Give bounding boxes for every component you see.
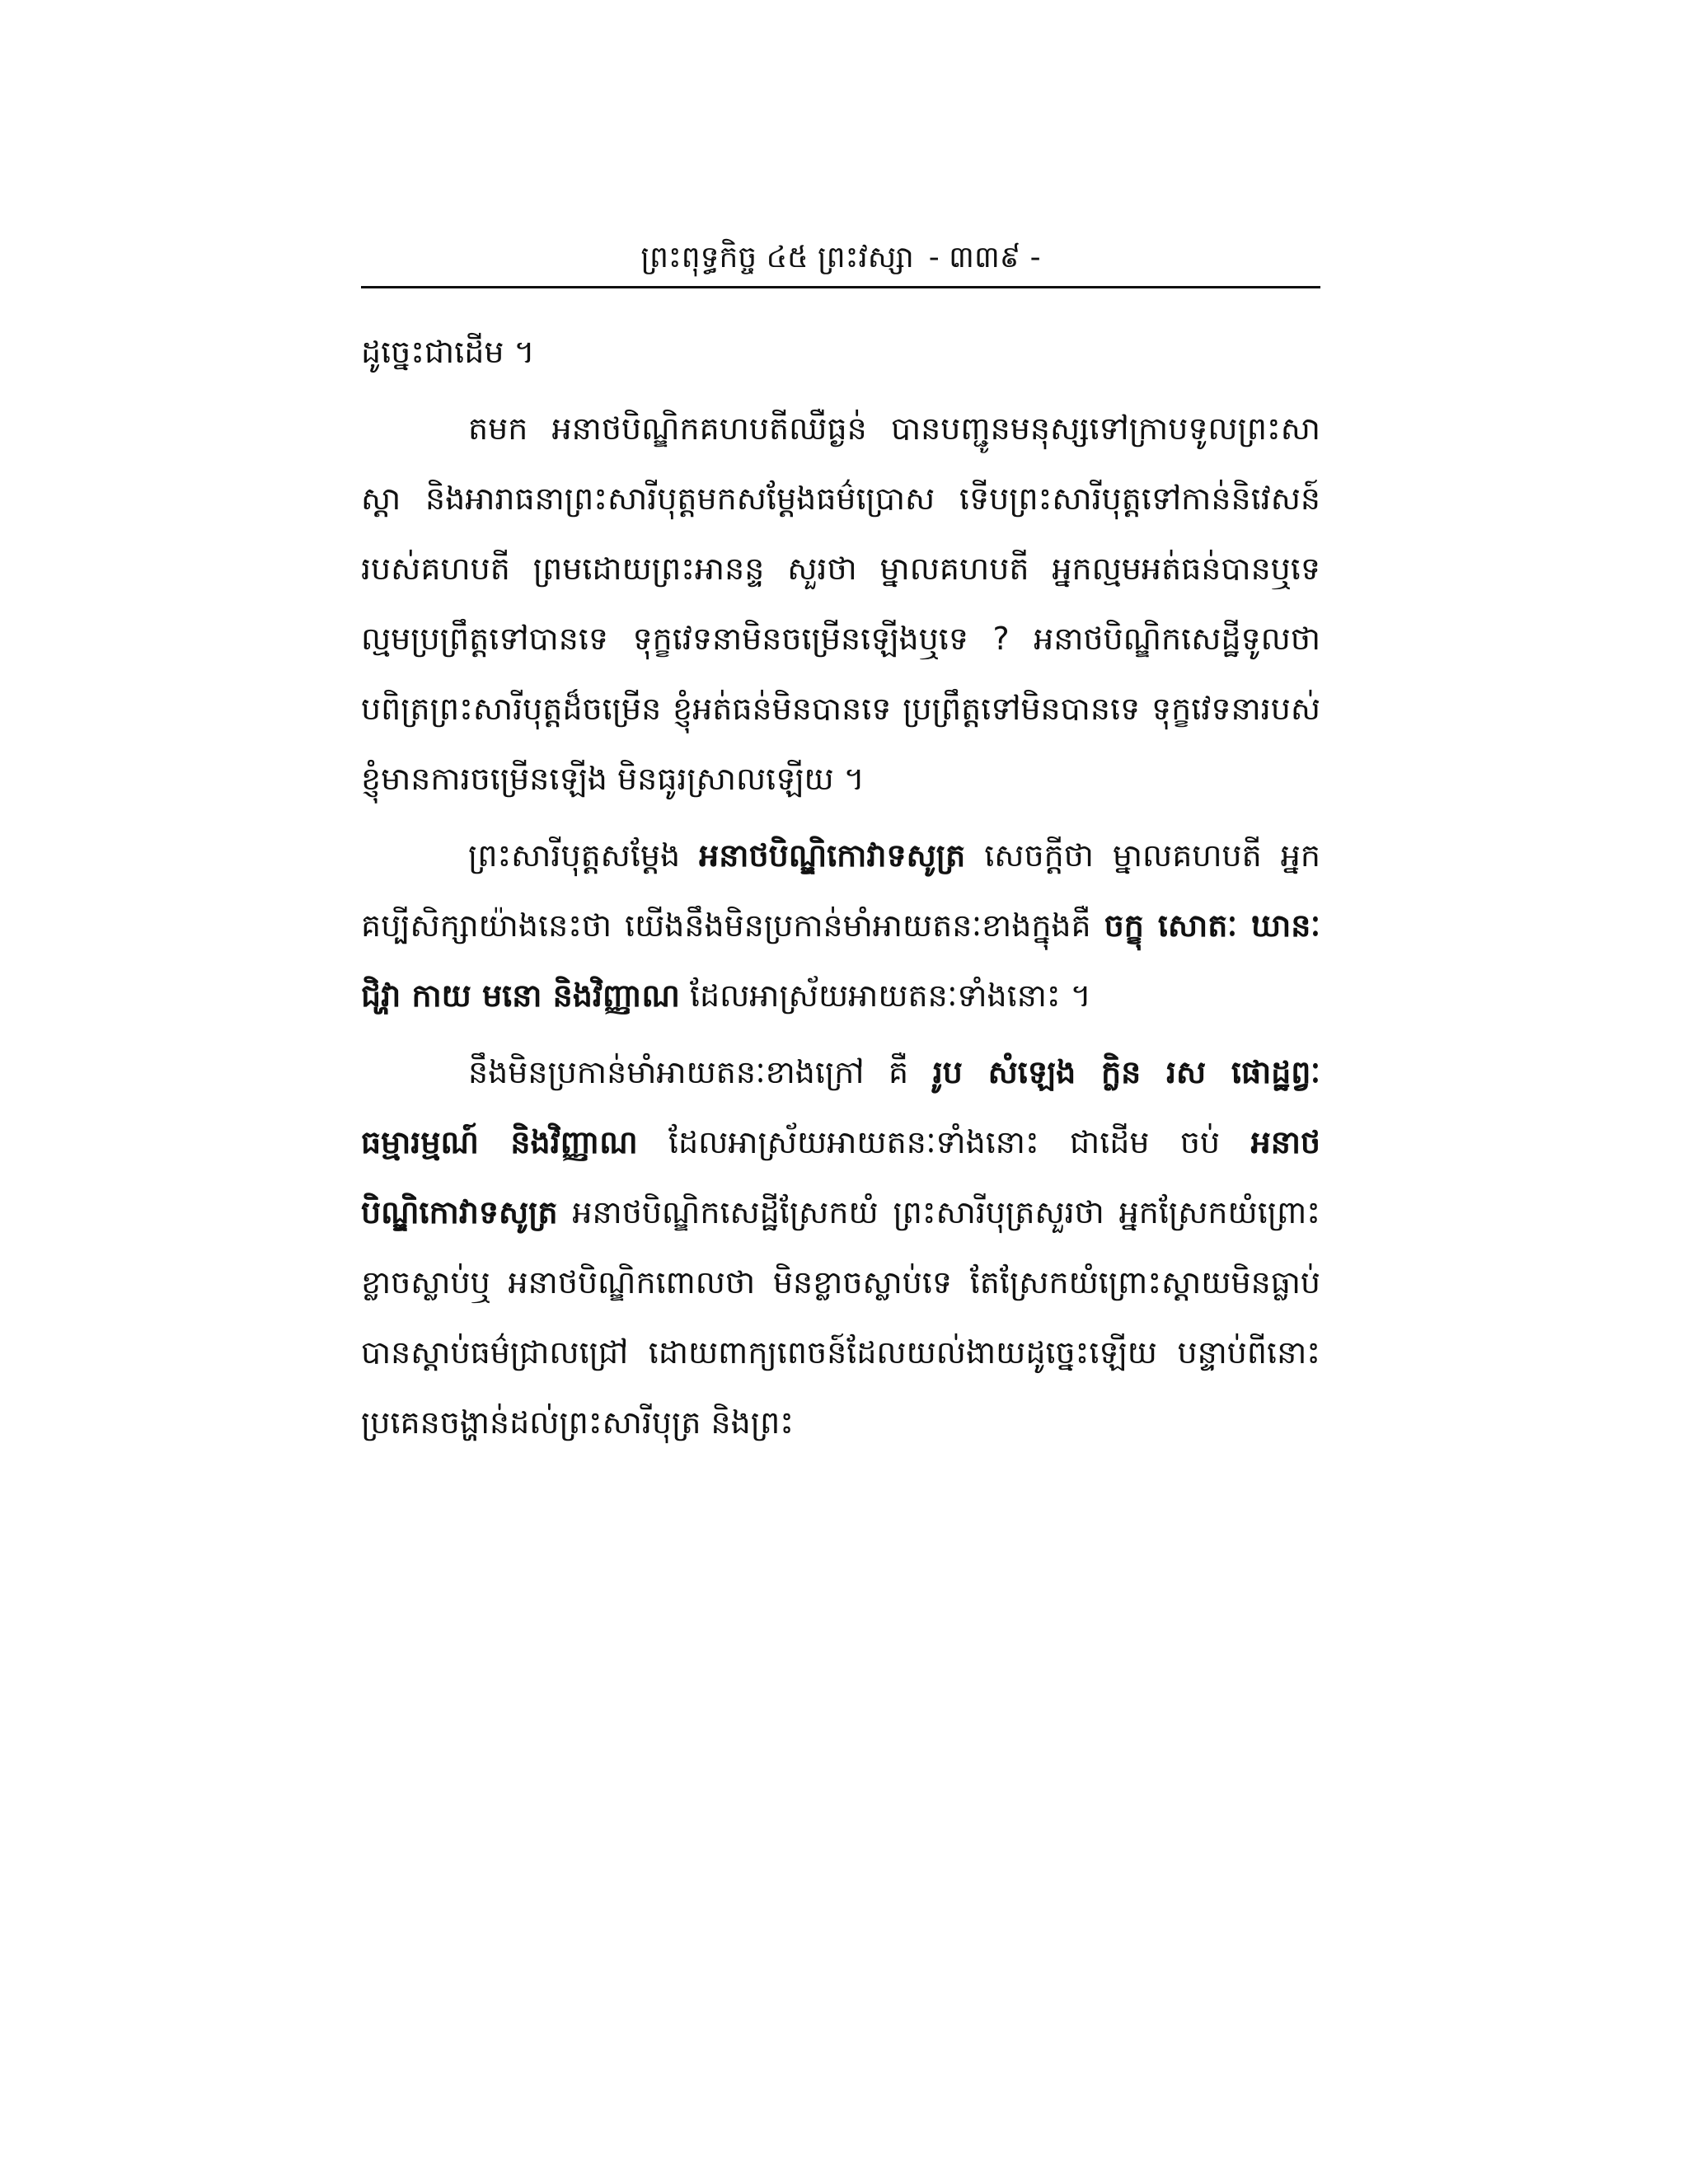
paragraph-3-text: ព្រះសារីបុត្តសម្តែង xyxy=(468,837,700,874)
paragraph-2 xyxy=(361,394,1320,814)
paragraph-4 xyxy=(361,1038,1320,1458)
paragraph-1 xyxy=(361,317,1320,387)
paragraph-4-text: ដែលអាស្រ័យអាយតនៈទាំងនោះ ជាដើម ចប់ xyxy=(637,1124,1251,1160)
body-text xyxy=(361,317,1320,1458)
paragraph-2-text: តមក អនាថបិណ្ឌិកគហបតីឈឺធ្ងន់ បានបញ្ជូនមនុស្សទៅក្រាបទូលព្រះសាស្តា និងអារាធនាព្រះសារីបុត្តមកសម្តែងធម៌ប្រោស ទើបព្រះសារីបុត្តទៅកាន់និវេសន៍របស់គហបតី ព្រមដោយព្រះអានន្ទ សួរថា ម្នាលគហបតី អ្នកល្មមអត់ធន់បានឬទេ ល្មមប្រព្រឹត្តទៅបានទេ ទុក្ខវេទនាមិនចម្រើនឡើងឬទេ ? អនាថបិណ្ឌិកសេដ្ឋីទូលថា បពិត្រព្រះសារីបុត្តដ៏ចម្រើន ខ្ញុំអត់ធន់មិនបានទេ ប្រព្រឹត្តទៅមិនបានទេ ទុក្ខវេទនារបស់ខ្ញុំមានការចម្រើនឡើង មិនធូរស្រាលឡើយ ។ xyxy=(361,410,1320,797)
paragraph-3 xyxy=(361,821,1320,1031)
paragraph-3-text: ដែលអាស្រ័យអាយតនៈទាំងនោះ ។ xyxy=(679,977,1091,1014)
external-sense-bases-bold: រូប សំឡេង ក្លិន រស ផោដ្ឋព្វៈ ធម្មារម្មណ៍ និងវិញ្ញាណ xyxy=(361,1054,1320,1160)
sutta-title-bold: អនាថបិណ្ឌិកោវាទសូត្រ xyxy=(699,837,966,874)
running-header xyxy=(361,237,1320,279)
header-rule xyxy=(361,286,1320,288)
book-title: ព្រះពុទ្ធកិច្ច ៤៥ ព្រះវស្សា xyxy=(640,241,914,274)
page-number: - ៣៣៩ - xyxy=(928,241,1041,274)
internal-sense-bases-bold: ចក្ខុ សោតៈ ឃានៈ ជិវ្ហា កាយ មនោ និងវិញ្ញាណ xyxy=(361,907,1320,1014)
paragraph-4-text: អនាថបិណ្ឌិកសេដ្ឋីស្រែកយំ ព្រះសារីបុត្រសួរថា អ្នកស្រែកយំព្រោះខ្លាចស្លាប់ឬ អនាថបិណ្ឌិកពោលថា មិនខ្លាចស្លាប់ទេ តែស្រែកយំព្រោះស្តាយមិនធ្លាប់បានស្តាប់ធម៌ជ្រាលជ្រៅ ដោយពាក្យពេចន៍ដែលយល់ងាយដូច្នេះឡើយ បន្ទាប់ពីនោះ ប្រគេនចង្ហាន់ដល់ព្រះសារីបុត្រ និងព្រះ xyxy=(361,1194,1320,1441)
paragraph-3-text: សេចក្តីថា ម្នាលគហបតី អ្នកគប្បីសិក្សាយ៉ាងនេះថា យើងនឹងមិនប្រកាន់មាំអាយតនៈខាងក្នុងគឺ xyxy=(361,837,1321,944)
sutta-title-bold: អនាថបិណ្ឌិកោវាទសូត្រ xyxy=(361,1124,1321,1230)
paragraph-4-text: នឹងមិនប្រកាន់មាំអាយតនៈខាងក្រៅ គឺ xyxy=(468,1054,933,1090)
paragraph-1-text: ដូច្នេះជាដើម ។ xyxy=(361,334,535,370)
